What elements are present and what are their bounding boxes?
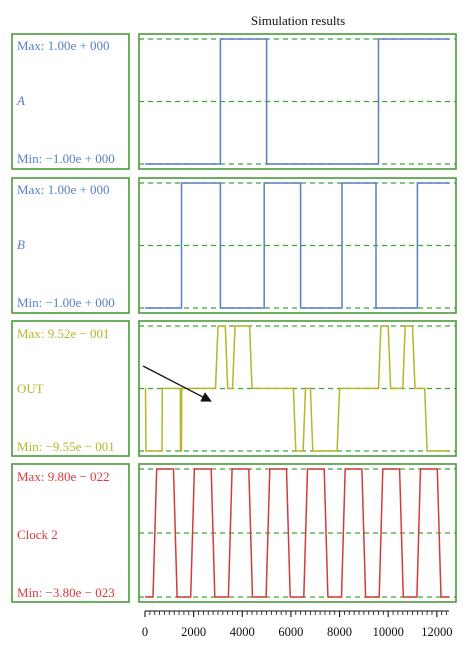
chart-title: Simulation results [250,13,346,28]
panel-a-name-label: A [17,93,25,108]
x-tick-label: 2000 [181,625,207,639]
panel-out [12,321,456,456]
x-tick-label: 8000 [327,625,353,639]
panel-a-max-label: Max: 1.00e + 000 [17,38,110,53]
x-tick-label: 0 [141,625,149,639]
panel-clock2 [12,464,456,602]
panel-a-label-box [12,34,129,169]
panel-out-max-label: Max: 9.52e − 001 [17,326,110,341]
x-axis [142,611,453,639]
panel-clock2-max-label: Max: 9.80e − 022 [17,469,110,484]
x-tick-label: 10000 [372,625,404,639]
panel-b-name-label: B [17,237,25,252]
x-tick-label: 12000 [421,625,453,639]
panel-clock2-name-label: Clock 2 [17,527,58,542]
panel-out-min-label: Min: −9.55e − 001 [17,439,115,454]
panel-b-max-label: Max: 1.00e + 000 [17,182,110,197]
panel-a [12,34,456,169]
panel-b-label-box [12,178,129,313]
x-tick-label: 6000 [278,625,304,639]
panel-clock2-min-label: Min: −3.80e − 023 [17,585,115,600]
panel-b [12,178,456,313]
x-axis-minor-ticks [150,611,447,615]
panel-a-min-label: Min: −1.00e + 000 [17,151,115,166]
x-tick-label: 4000 [229,625,255,639]
panel-b-min-label: Min: −1.00e + 000 [17,295,115,310]
x-axis-tick-labels [142,625,453,639]
panel-out-name-label: OUT [17,381,44,396]
